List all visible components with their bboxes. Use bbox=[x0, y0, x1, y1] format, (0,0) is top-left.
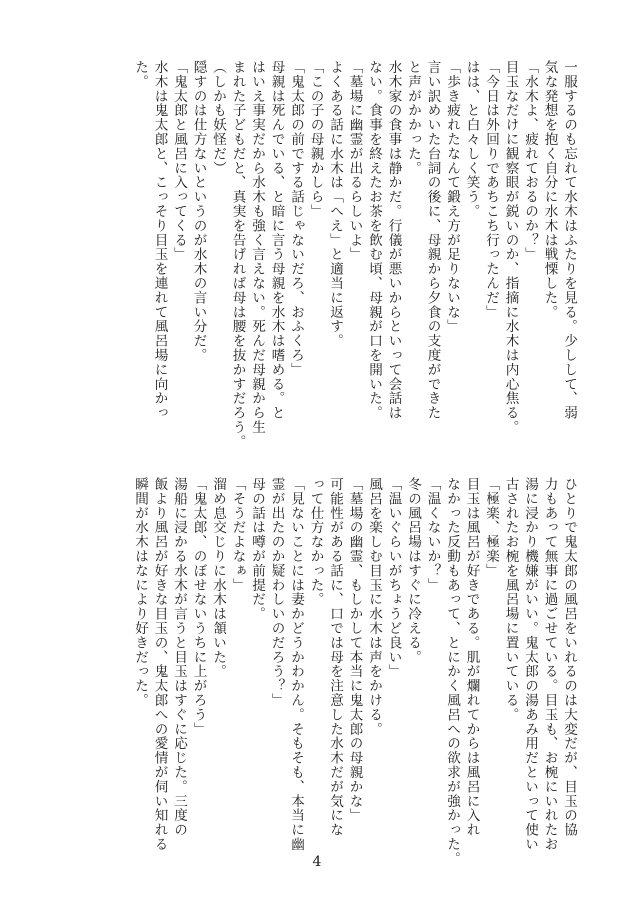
text-line: ひとりで鬼太郎の風呂をいれるのは大変だが、目玉の協 bbox=[561, 477, 577, 837]
lower-text-block bbox=[66, 477, 578, 866]
text-line: 一服するのも忘れて水木はふたりを見る。少しして、弱 bbox=[561, 60, 577, 420]
text-line: 湯に浸かり機嫌がいい。鬼太郎の湯あみ用だといって使い bbox=[522, 477, 538, 852]
text-line: 「歩き疲れたなんて鍛え方が足りないな」 bbox=[444, 60, 460, 334]
text-line: って仕方なかった。 bbox=[307, 477, 324, 607]
text-line: ない。食事を終えたお茶を飲む頃、母親が口を開いた。 bbox=[366, 60, 382, 420]
text-line: 可能性がある話に、口では母を注意した水木だが気にな bbox=[327, 477, 343, 837]
text-line: 古されたお椀を風呂場に置いている。 bbox=[502, 477, 519, 722]
text-line: はいえ事実だから水木も強く言えない。死んだ母親から生 bbox=[249, 60, 265, 435]
page-number: 4 bbox=[312, 854, 322, 870]
text-line: 「温いぐらいがちょうど良い」 bbox=[385, 477, 402, 679]
text-line: 母の話は噂が前提だ。 bbox=[249, 477, 265, 621]
text-line: 「見ないことには妻かどうかわかん。そもそも、本当に幽 bbox=[288, 477, 304, 852]
text-line: 「鬼太郎と風呂に入ってくる」 bbox=[171, 60, 187, 262]
text-line: 霊が出たのか疑わしいのだろう？」 bbox=[268, 477, 285, 708]
text-line: 言い訳めいた台詞の後に、母親から夕食の支度ができた bbox=[424, 60, 441, 420]
text-line: 冬の風呂場はすぐに冷える。 bbox=[405, 477, 421, 665]
text-line: 「墓場に幽霊が出るらしいよ」 bbox=[346, 60, 363, 262]
text-line: 湯船に浸かる水木が言うと目玉はすぐに応じた。三度の bbox=[171, 477, 187, 837]
text-line: まれた子どもだと、真実を告げれば母は腰を抜かすだろう。 bbox=[229, 60, 246, 449]
text-line: （しかも妖怪だ） bbox=[210, 60, 226, 176]
text-line: 「水木よ、疲れておるのか？」 bbox=[522, 60, 538, 262]
text-line: 「温くないか？」 bbox=[424, 477, 441, 593]
text-line: と声がかかった。 bbox=[405, 60, 421, 176]
text-line: なかった反動もあって、とにかく風呂への欲求が強かった。 bbox=[444, 477, 460, 866]
text-line: 溜め息交じりに水木は頷いた。 bbox=[210, 477, 226, 679]
text-line: 「この子の母親かしら」 bbox=[307, 60, 324, 219]
text-line: 飯より風呂が好きな目玉の、鬼太郎への愛情が伺い知れる bbox=[151, 477, 168, 852]
text-line: た。 bbox=[132, 60, 148, 89]
text-line: 「極楽、極楽」 bbox=[483, 477, 499, 578]
text-line: はは、と白々しく笑う。 bbox=[463, 60, 480, 219]
text-line: 気な発想を抱く自分に水木は戦慄した。 bbox=[541, 60, 558, 320]
text-line: 水木は鬼太郎と、こっそり目玉を連れて風呂場に向かっ bbox=[151, 60, 168, 420]
text-line: 目玉なだけに観察眼が鋭いのか、指摘に水木は内心焦る。 bbox=[502, 60, 519, 435]
text-line: 「墓場の幽霊、もしかして本当に鬼太郎の母親かな」 bbox=[346, 477, 363, 823]
text-line: 目玉は風呂が好きである。肌が爛れてからは風呂に入れ bbox=[463, 477, 480, 837]
text-line: 瞬間が水木はなにより好きだった。 bbox=[132, 477, 148, 708]
text-line: 隠すのは仕方ないというのが水木の言い分だ。 bbox=[190, 60, 207, 363]
text-line: 「鬼太郎、のぼせないうちに上がろう」 bbox=[190, 477, 207, 737]
text-line: 母親は死んでいる、と暗に言う母親を水木は嗜める。と bbox=[268, 60, 285, 420]
upper-text-block bbox=[66, 60, 578, 449]
text-line: 水木家の食事は静かだ。行儀が悪いからといって会話は bbox=[385, 60, 402, 420]
text-line: 風呂を楽しむ目玉に水木は声をかける。 bbox=[366, 477, 382, 737]
text-line: 「今日は外回りであちこち行ったんだ」 bbox=[483, 60, 499, 320]
text-line: 「そうだよなぁ」 bbox=[229, 477, 246, 593]
text-line: 「鬼太郎の前でする話じゃないだろ、おふくろ」 bbox=[288, 60, 304, 377]
text-line: 力もあって無事に過ごせている。目玉も、お椀にいれたお bbox=[541, 477, 558, 852]
text-line: よくある話に水木は「へえ」と適当に返す。 bbox=[327, 60, 343, 348]
